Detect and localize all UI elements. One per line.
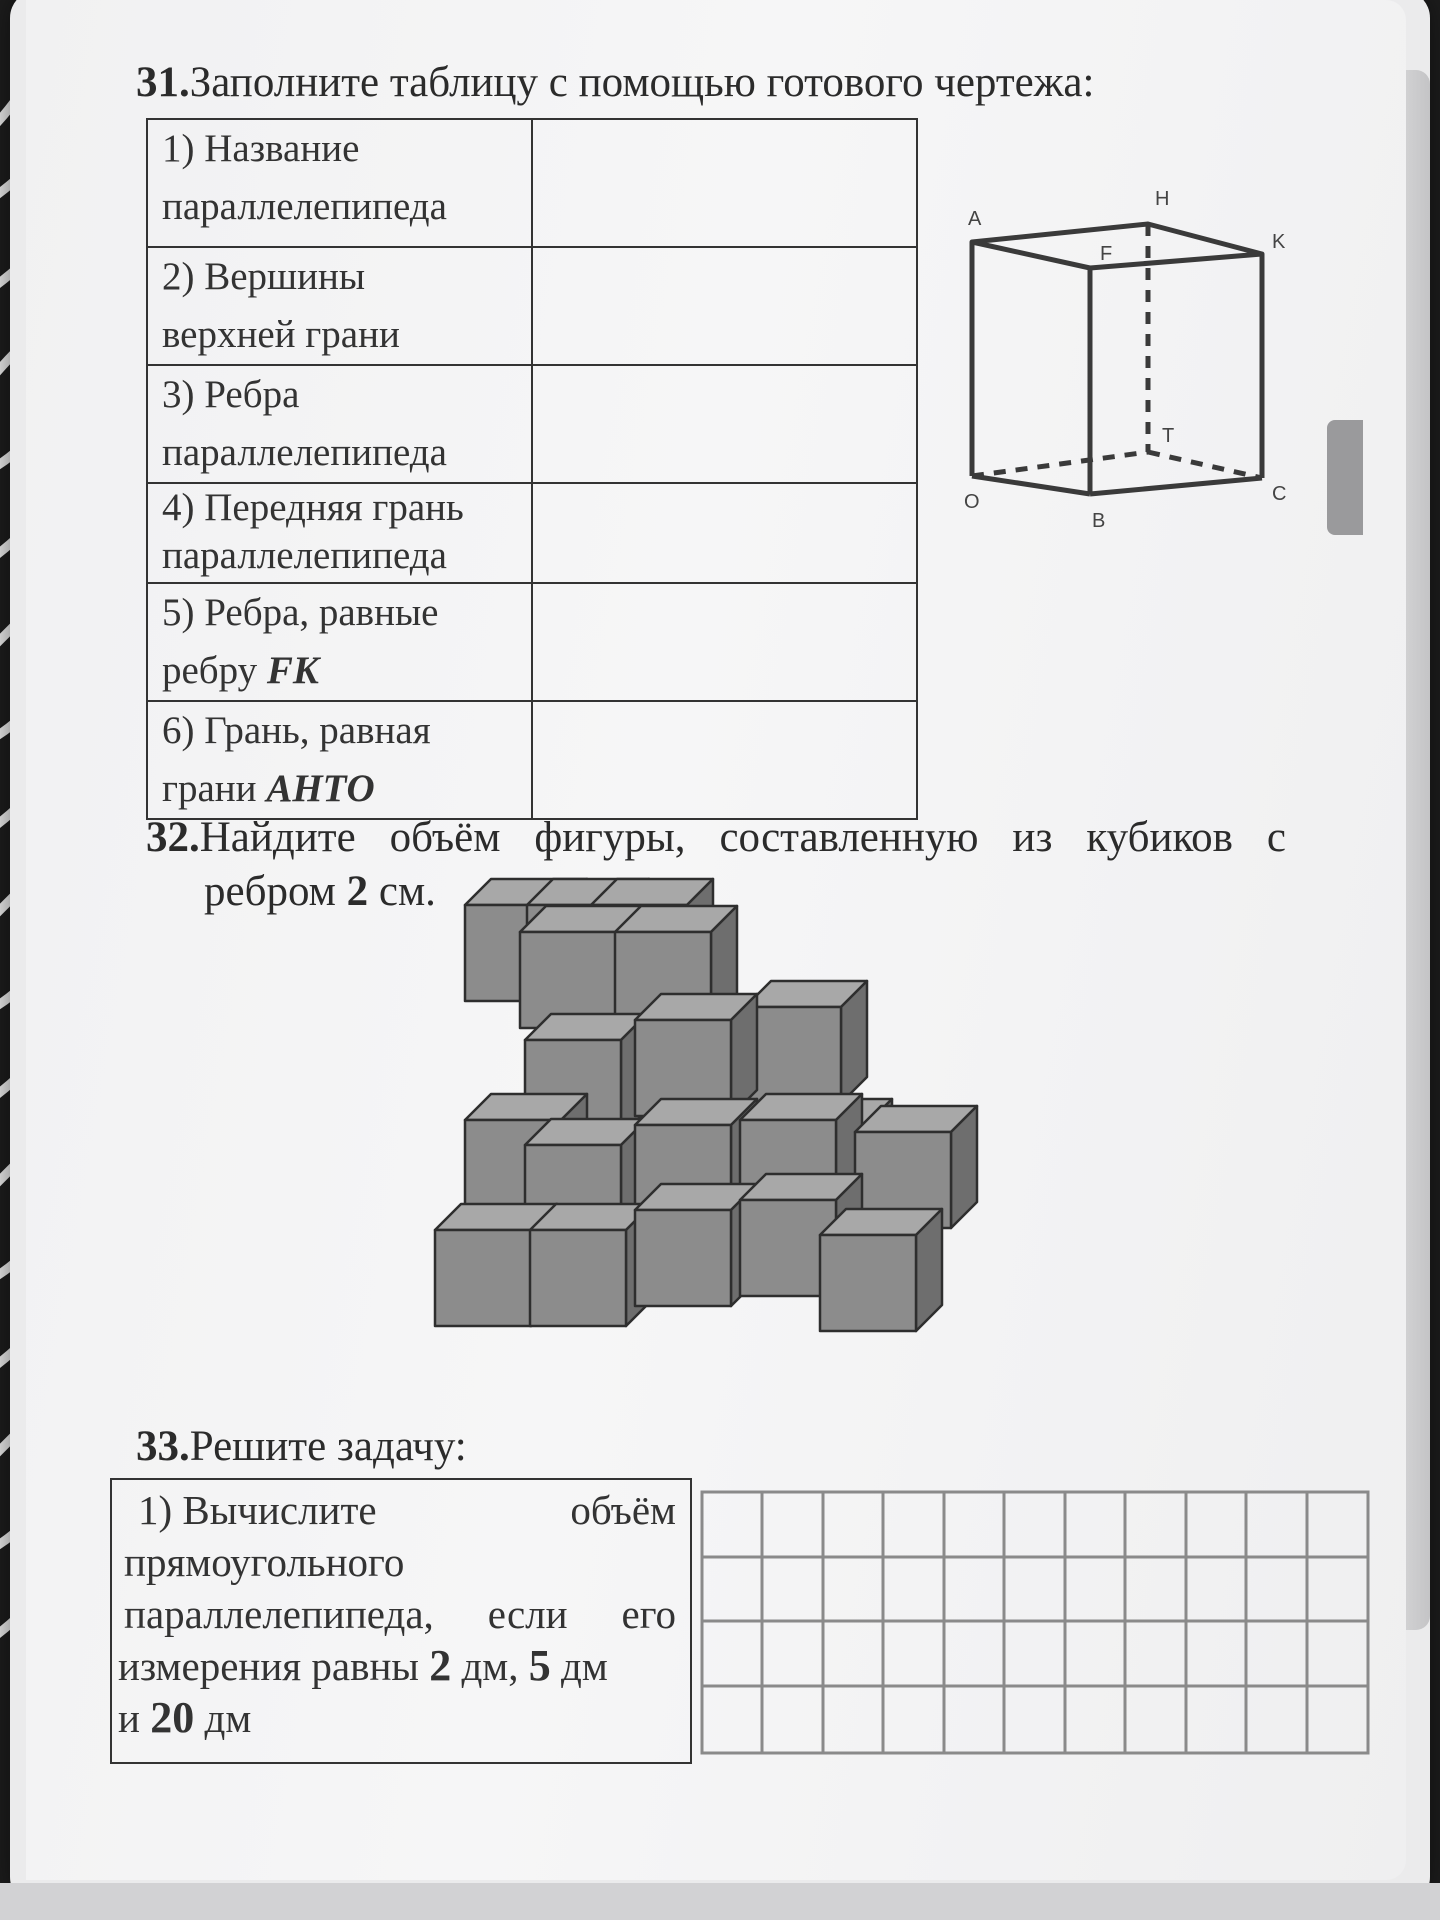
line3-a: параллелепипеда, xyxy=(124,1591,434,1637)
answer-cell-5[interactable] xyxy=(532,583,917,701)
task-31-number: 31. xyxy=(136,59,190,106)
edge-bc xyxy=(1090,478,1262,494)
dimension-3: 20 xyxy=(150,1693,195,1742)
cube-19 xyxy=(820,1209,942,1331)
answer-cell-4[interactable] xyxy=(532,483,917,583)
cube-8 xyxy=(635,994,757,1116)
vertex-label-k: K xyxy=(1272,231,1286,253)
table-row xyxy=(147,483,917,583)
hidden-edge-tc xyxy=(1148,452,1262,478)
task-32-edge-value: 2 xyxy=(346,868,369,915)
task-33-title xyxy=(136,1422,467,1471)
line5-a: и xyxy=(118,1695,151,1741)
vertex-label-f: F xyxy=(1100,243,1113,265)
table-row xyxy=(147,701,917,819)
line4-a: измерения равны xyxy=(118,1643,430,1689)
task-31-table xyxy=(146,118,918,820)
dimension-2: 5 xyxy=(528,1641,551,1690)
line1-b: объём xyxy=(570,1487,676,1533)
row-1-line1: 1) Название xyxy=(162,127,360,170)
vertex-label-h: H xyxy=(1155,188,1170,210)
page-tab-marker xyxy=(1327,420,1363,535)
task-33-number: 33. xyxy=(136,1423,190,1470)
task-33-line5 xyxy=(118,1692,676,1744)
row-label-3 xyxy=(147,365,532,483)
answer-grid[interactable] xyxy=(700,1490,1370,1755)
answer-cell-2[interactable] xyxy=(532,247,917,365)
row-label-5 xyxy=(147,583,532,701)
vertex-label-a: A xyxy=(968,208,982,230)
task-31-text: Заполните таблицу с помощью готового чертежа: xyxy=(189,59,1095,106)
task-32-line1: Найдите объём фигуры, составленную из кубиков с xyxy=(199,814,1286,861)
answer-cell-1[interactable] xyxy=(532,119,917,247)
task-33-line3 xyxy=(124,1588,676,1640)
row-3-line1: 3) Ребра xyxy=(162,373,300,416)
edge-fk-label: FK xyxy=(266,649,319,692)
row-6-line2-text: грани xyxy=(162,767,267,810)
task-32-text xyxy=(146,812,1286,864)
row-2-line2: верхней грани xyxy=(162,313,400,356)
vertex-label-c: C xyxy=(1272,483,1287,505)
cube-16 xyxy=(530,1204,652,1326)
line3-b: если xyxy=(487,1591,568,1637)
row-2-line1: 2) Вершины xyxy=(162,255,366,298)
table-row xyxy=(147,583,917,701)
vertex-label-b: B xyxy=(1092,510,1106,532)
row-label-4 xyxy=(147,483,532,583)
hidden-edge-ot xyxy=(972,452,1148,476)
vertex-label-t: T xyxy=(1162,425,1175,447)
answer-cell-3[interactable] xyxy=(532,365,917,483)
task-33-text: Решите задачу: xyxy=(189,1423,467,1470)
cube-6 xyxy=(745,981,867,1103)
task-32-number: 32. xyxy=(146,814,200,861)
task-32-line2-a: ребром xyxy=(204,868,347,915)
task-32-line2 xyxy=(204,866,436,918)
line1-a: 1) Вычислите xyxy=(138,1487,377,1533)
task-33-line1 xyxy=(138,1484,676,1536)
task-32-unit: см. xyxy=(368,868,436,915)
dimension-1: 2 xyxy=(429,1641,452,1690)
task-31-title xyxy=(136,58,1094,107)
top-face xyxy=(972,224,1262,268)
edge-ob xyxy=(972,476,1090,494)
row-5-line1: 5) Ребра, равные xyxy=(162,591,439,634)
row-5-line2-text: ребру xyxy=(162,649,267,692)
table-row xyxy=(147,119,917,247)
row-5-line2 xyxy=(162,642,517,700)
line3-c: его xyxy=(621,1591,676,1637)
table-row xyxy=(147,247,917,365)
row-6-line2 xyxy=(162,760,517,818)
task-33-problem-box xyxy=(110,1478,692,1764)
row-label-2 xyxy=(147,247,532,365)
parallelepiped-drawing xyxy=(950,180,1310,540)
task-33-line4 xyxy=(118,1640,676,1692)
face-ahto-label: АНТО xyxy=(266,767,375,810)
task-33-line2: прямоугольного xyxy=(124,1539,405,1585)
cube-figure xyxy=(425,875,985,1395)
row-label-6 xyxy=(147,701,532,819)
row-4-line1: 4) Передняя грань xyxy=(162,486,464,529)
row-4-line2: параллелепипеда xyxy=(162,534,447,577)
table-row xyxy=(147,365,917,483)
row-label-1 xyxy=(147,119,532,247)
answer-cell-6[interactable] xyxy=(532,701,917,819)
line4-c: дм, xyxy=(451,1643,529,1689)
row-6-line1: 6) Грань, равная xyxy=(162,709,431,752)
bottom-page-edge xyxy=(0,1883,1440,1920)
row-3-line2: параллелепипеда xyxy=(162,431,447,474)
vertex-label-o: O xyxy=(964,491,980,513)
row-1-line2: параллелепипеда xyxy=(162,185,447,228)
line5-c: дм xyxy=(194,1695,252,1741)
line4-e: дм xyxy=(550,1643,608,1689)
cube-17 xyxy=(635,1184,757,1306)
